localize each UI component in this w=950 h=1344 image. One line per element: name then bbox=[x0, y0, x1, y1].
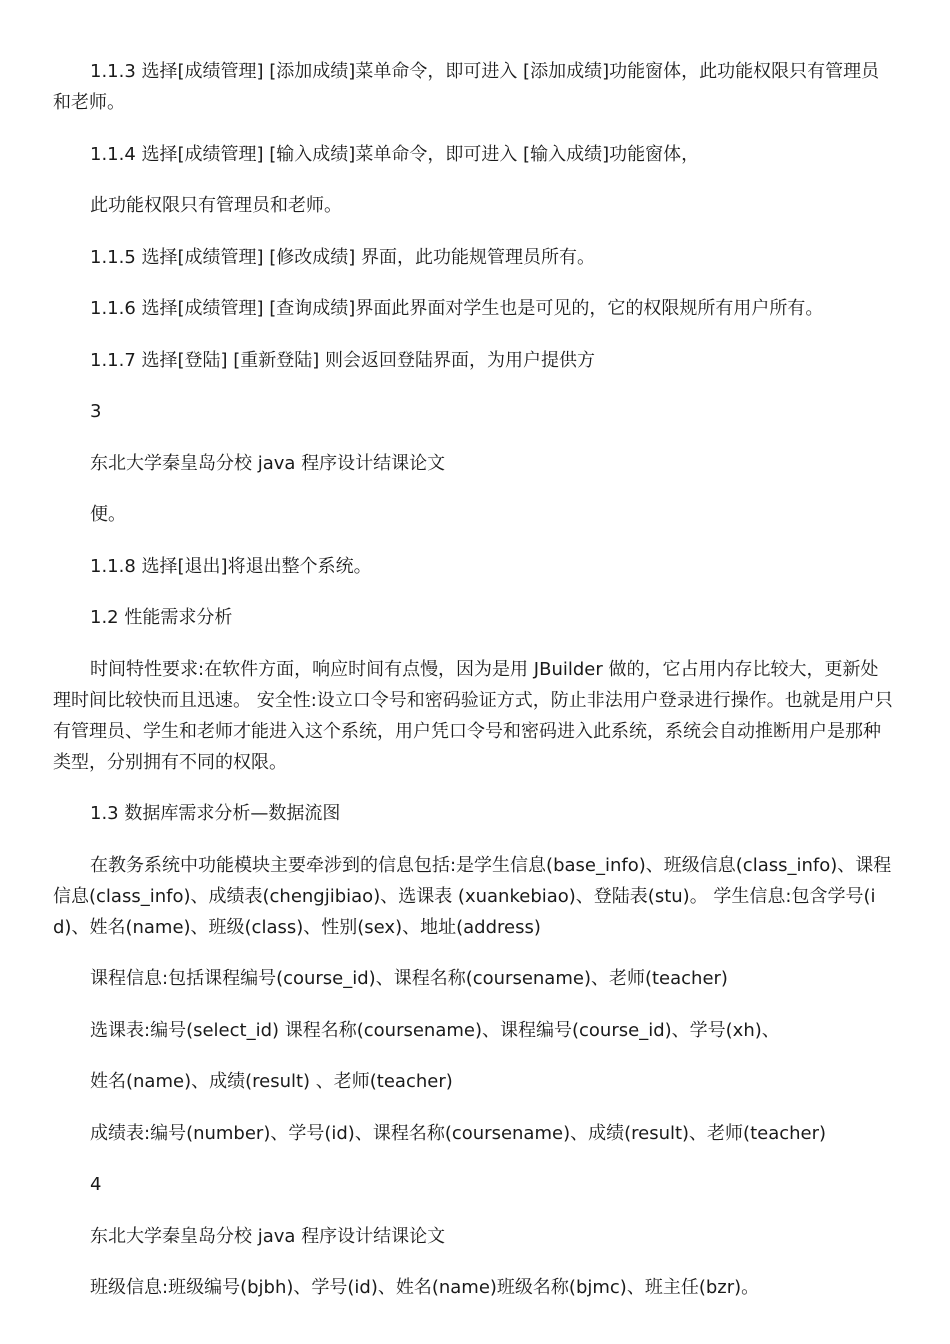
section-heading-1-3: 1.3 数据库需求分析—数据流图 bbox=[90, 803, 341, 824]
page-number: 3 bbox=[90, 401, 102, 422]
paragraph-1-1-4: 1.1.4 选择[成绩管理] [输入成绩]菜单命令，即可进入 [输入成绩]功能窗体， bbox=[90, 143, 700, 165]
paragraph-1-1-7: 1.1.7 选择[登陆] [重新登陆] 则会返回登陆界面，为用户提供方 bbox=[90, 349, 596, 371]
paragraph-score-table: 成绩表:编号(number)、学号(id)、课程名称(coursename)、成绩(result)、老师(teacher) bbox=[90, 1122, 827, 1144]
paragraph-1-1-5: 1.1.5 选择[成绩管理] [修改成绩] 界面，此功能规管理员所有。 bbox=[90, 246, 596, 268]
paragraph-1-1-8: 1.1.8 选择[退出]将退出整个系统。 bbox=[90, 555, 372, 577]
paragraph-1-1-3: 1.1.3 选择[成绩管理] [添加成绩]菜单命令，即可进入 [添加成绩]功能窗体，此功能权限只有管理员和老师。 bbox=[53, 61, 880, 113]
running-header: 东北大学秦皇岛分校 java 程序设计结课论文 bbox=[90, 452, 446, 474]
section-heading-1-2: 1.2 性能需求分析 bbox=[90, 607, 233, 628]
paragraph-select-table: 选课表:编号(select_id) 课程名称(coursename)、课程编号(course_id)、学号(xh)、 bbox=[90, 1019, 780, 1041]
paragraph-data-info: 在教务系统中功能模块主要牵涉到的信息包括:是学生信息(base_info)、班级信息(class_info)、课程信息(class_info)、成绩表(chengjibiao)、选课表 (xuankebiao)、登陆表(stu)。 学生信息:包含学号(id)、姓名(name)、班级(class)、性别(sex)、地址(address) bbox=[53, 854, 892, 938]
paragraph-continuation: 便。 bbox=[90, 504, 126, 525]
paragraph-performance: 时间特性要求:在软件方面，响应时间有点慢，因为是用 JBuilder 做的，它占用内存比较大，更新处理时间比较快而且迅速。 安全性:设立口令号和密码验证方式，防止非法用户登录进行操作。也就是用户只有管理员、学生和老师才能进入这个系统，用户凭口令号和密码进入此系统，系统会自动推断用户是那种类型，分别拥有不同的权限。 bbox=[53, 658, 893, 773]
page-number: 4 bbox=[90, 1174, 102, 1195]
paragraph-select-table-cont: 姓名(name)、成绩(result) 、老师(teacher) bbox=[90, 1071, 453, 1092]
running-header: 东北大学秦皇岛分校 java 程序设计结课论文 bbox=[90, 1225, 446, 1247]
paragraph-1-1-6: 1.1.6 选择[成绩管理] [查询成绩]界面此界面对学生也是可见的，它的权限规所有用户所有。 bbox=[90, 298, 824, 319]
paragraph-class-info: 班级信息:班级编号(bjbh)、学号(id)、姓名(name)班级名称(bjmc)、班主任(bzr)。 bbox=[90, 1277, 760, 1298]
paragraph-course-info: 课程信息:包括课程编号(course_id)、课程名称(coursename)、老师(teacher) bbox=[90, 968, 728, 989]
paragraph-1-1-4-cont: 此功能权限只有管理员和老师。 bbox=[90, 195, 342, 216]
